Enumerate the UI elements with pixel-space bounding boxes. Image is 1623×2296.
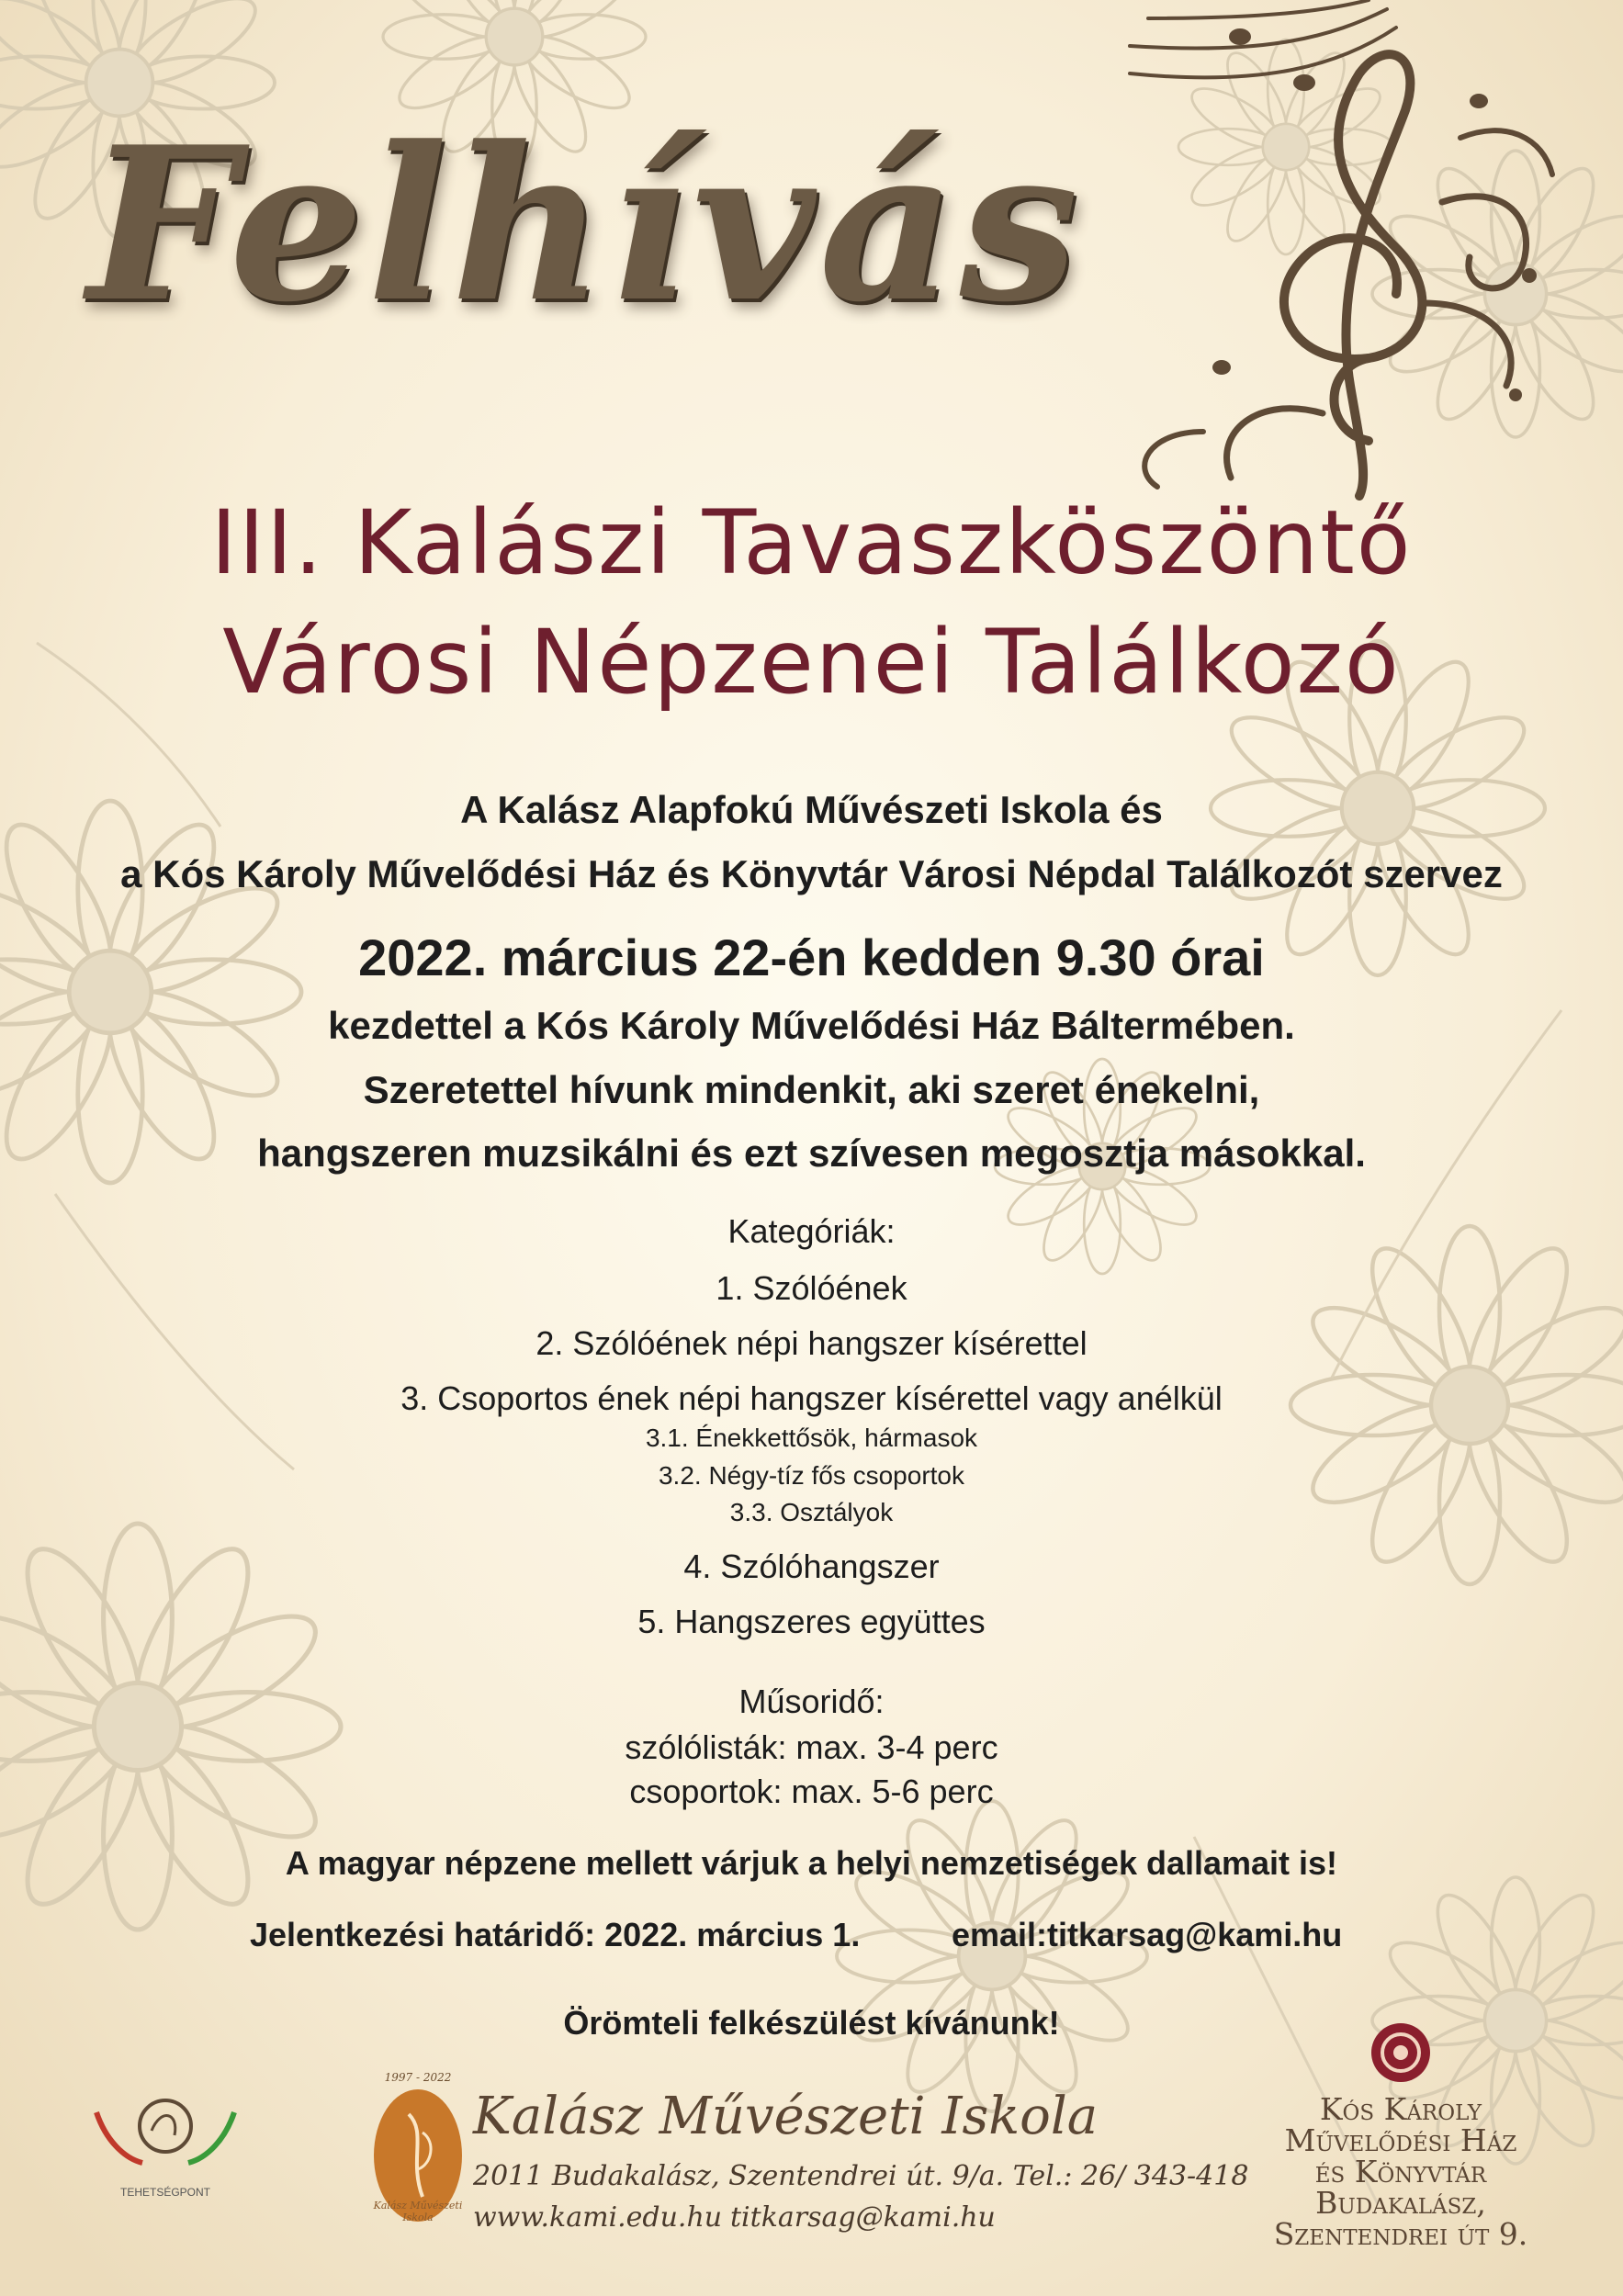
page-title: Felhívás bbox=[87, 101, 1083, 349]
category-5: 5. Hangszeres együttes bbox=[637, 1603, 986, 1640]
categories-heading: Kategóriák: bbox=[727, 1212, 896, 1250]
event-subtitle-line1: III. Kalászi Tavaszköszöntő bbox=[210, 491, 1413, 594]
school-name: Kalász Művészeti Iskola bbox=[473, 2087, 1099, 2146]
tehetsegpont-label: TEHETSÉGPONT bbox=[119, 2186, 210, 2199]
school-web: www.kami.edu.hu bbox=[473, 2201, 723, 2234]
intro-line1: A Kalász Alapfokú Művészeti Iskola és bbox=[460, 788, 1163, 831]
duration-group: csoportok: max. 5-6 perc bbox=[629, 1773, 994, 1810]
event-date: 2022. március 22-én kedden 9.30 órai bbox=[358, 929, 1265, 986]
school-address: 2011 Budakalász, Szentendrei út. 9/a. Tel.: 26/ 343-418 bbox=[473, 2160, 1249, 2192]
category-3: 3. Csoportos ének népi hangszer kísérettel vagy anélkül bbox=[400, 1379, 1223, 1417]
kos-line4: Budakalász, bbox=[1315, 2185, 1486, 2221]
wish: Örömteli felkészülést kívánunk! bbox=[563, 2004, 1060, 2042]
intro-line3: kezdettel a Kós Károly Művelődési Ház Báltermében. bbox=[328, 1004, 1295, 1047]
category-3-3: 3.3. Osztályok bbox=[729, 1498, 894, 1526]
duration-heading: Műsoridő: bbox=[738, 1683, 885, 1720]
intro-line2: a Kós Károly Művelődési Ház és Könyvtár Városi Népdal Találkozót szervez bbox=[120, 852, 1503, 895]
nationalities-note: A magyar népzene mellett várjuk a helyi nemzetiségek dallamait is! bbox=[285, 1844, 1338, 1882]
event-subtitle-line2: Városi Népzenei Találkozó bbox=[222, 611, 1401, 714]
email: email:titkarsag@kami.hu bbox=[952, 1916, 1343, 1953]
duration-solo: szólólisták: max. 3-4 perc bbox=[625, 1728, 998, 1766]
school-years: 1997 - 2022 bbox=[384, 2071, 452, 2084]
category-3-2: 3.2. Négy-tíz fős csoportok bbox=[658, 1461, 965, 1490]
category-2: 2. Szólóének népi hangszer kísérettel bbox=[535, 1324, 1088, 1362]
school-email: titkarsag@kami.hu bbox=[730, 2201, 996, 2234]
treble-clef-ornament-icon bbox=[1093, 0, 1571, 514]
kos-line1: Kós Károly bbox=[1319, 2091, 1482, 2127]
kos-line3: és Könyvtár bbox=[1314, 2154, 1487, 2189]
category-1: 1. Szólóének bbox=[716, 1269, 907, 1307]
kos-karoly-logo bbox=[1369, 2020, 1433, 2085]
deadline: Jelentkezési határidő: 2022. március 1. bbox=[250, 1916, 861, 1953]
intro-line5: hangszeren muzsikálni és ezt szívesen megosztja másokkal. bbox=[257, 1131, 1366, 1175]
school-logo-text: Kalász Művészeti Iskola bbox=[373, 2200, 463, 2223]
kos-line5: Szentendrei út 9. bbox=[1273, 2216, 1528, 2252]
intro-line4: Szeretettel hívunk mindenkit, aki szeret énekelni, bbox=[363, 1068, 1260, 1111]
tehetsegpont-logo bbox=[87, 2085, 243, 2186]
kos-line2: Művelődési Ház bbox=[1284, 2122, 1517, 2158]
category-3-1: 3.1. Énekkettősök, hármasok bbox=[645, 1424, 978, 1452]
category-4: 4. Szólóhangszer bbox=[683, 1548, 940, 1585]
